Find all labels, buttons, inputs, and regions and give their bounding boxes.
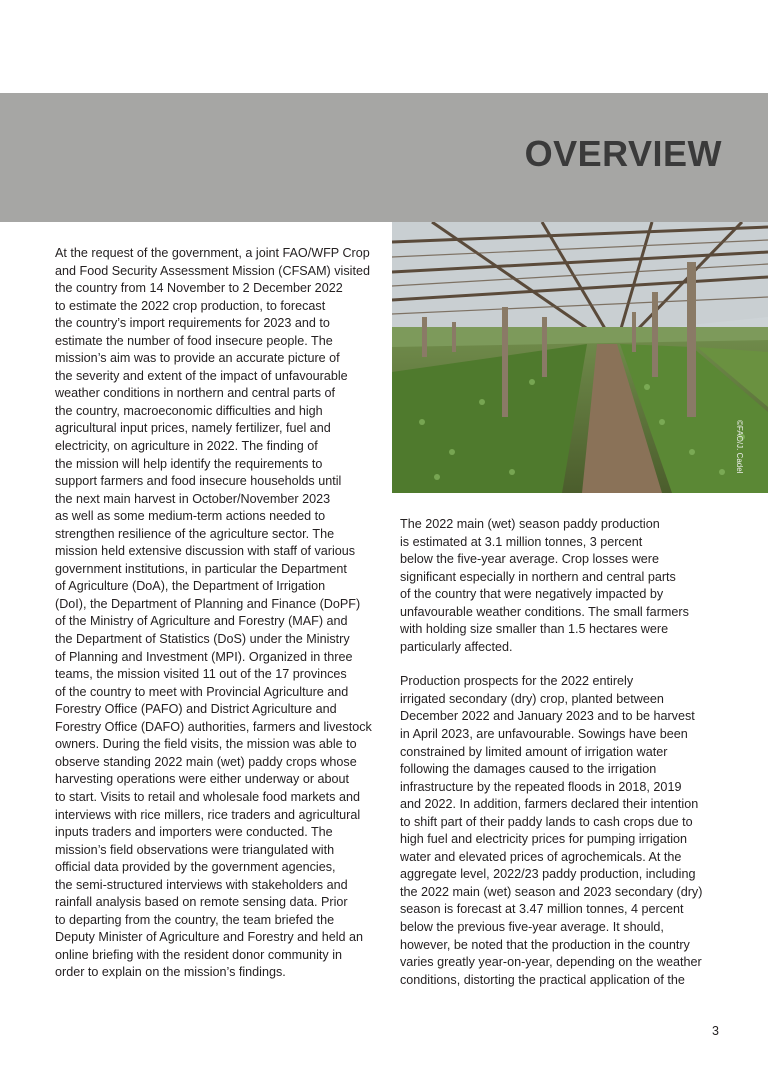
greenhouse-illustration <box>392 222 768 493</box>
production-prospects-paragraph: Production prospects for the 2022 entirely irrigated secondary (dry) crop, planted between December 2022 and January 2023 and to be harvest in April 2023, are unfavourable. Sowings have been constrained by limited amount of irrigation water following the damages caused to the irrigation infrastructure by the repeated floods in 2018, 2019 and 2022. In addition, farmers declared their intention to shift part of their paddy lands to cash crops due to high fuel and electricity prices for pumping irrigation water and elevated prices of agrochemicals. At the aggregate level, 2022/23 paddy production, including the 2022 main (wet) season and 2023 secondary (dry) season is forecast at 3.47 million tonnes, 4 percent below the previous five-year average. It should, however, be noted that the production in the country varies greatly year-on-year, depending on the weather conditions, distorting the practical application of the <box>400 674 703 987</box>
greenhouse-photo <box>392 222 768 493</box>
main-season-paragraph: The 2022 main (wet) season paddy production is estimated at 3.1 million tonnes, 3 percent below the five-year average. Crop losses were significant especially in northern and central parts of the country that were negatively impacted by unfavourable weather conditions. The small farmers with holding size smaller than 1.5 hectares were particularly affected. <box>400 517 689 654</box>
page-number: 3 <box>712 1024 719 1038</box>
header-banner <box>0 93 768 222</box>
left-column <box>55 245 381 982</box>
intro-paragraph: At the request of the government, a joint FAO/WFP Crop and Food Security Assessment Mission (CFSAM) visited the country from 14 November to 2 December 2022 to estimate the 2022 crop production, to forecast the country’s import requirements for 2023 and to estimate the number of food insecure people. The mission’s aim was to provide an accurate picture of the severity and extent of the impact of unfavourable weather conditions in northern and central parts of the country, macroeconomic difficulties and high agricultural input prices, namely fertilizer, fuel and electricity, on agriculture in 2022. The finding of the mission will help identify the requirements to support farmers and food insecure households until the next main harvest in October/November 2023 as well as some medium-term actions needed to strengthen resilience of the agriculture sector. The mission held extensive discussion with staff of various government institutions, in particular the Department of Agriculture (DoA), the Department of Irrigation (DoI), the Department of Planning and Finance (DoPF) of the Ministry of Agriculture and Forestry (MAF) and the Department of Statistics (DoS) under the Ministry of Planning and Investment (MPI). Organized in three teams, the mission visited 11 out of the 17 provinces of the country to meet with Provincial Agriculture and Forestry Office (PAFO) and District Agriculture and Forestry Office (DAFO) authorities, farmers and livestock owners. During the field visits, the mission was able to observe standing 2022 main (wet) paddy crops whose harvesting operations were either underway or about to start. Visits to retail and wholesale food markets and interviews with rice millers, rice traders and agricultural inputs traders and importers were conducted. The mission’s field observations were triangulated with official data provided by the government agencies, the semi-structured interviews with stakeholders and rainfall analysis based on remote sensing data. Prior to departing from the country, the team briefed the Deputy Minister of Agriculture and Forestry and held an online briefing with the resident donor community in order to explain on the mission’s findings. <box>55 246 372 980</box>
right-column <box>400 516 728 989</box>
page-title: OVERVIEW <box>524 133 722 174</box>
photo-credit: ©FAO/J. Cadel <box>735 420 744 474</box>
